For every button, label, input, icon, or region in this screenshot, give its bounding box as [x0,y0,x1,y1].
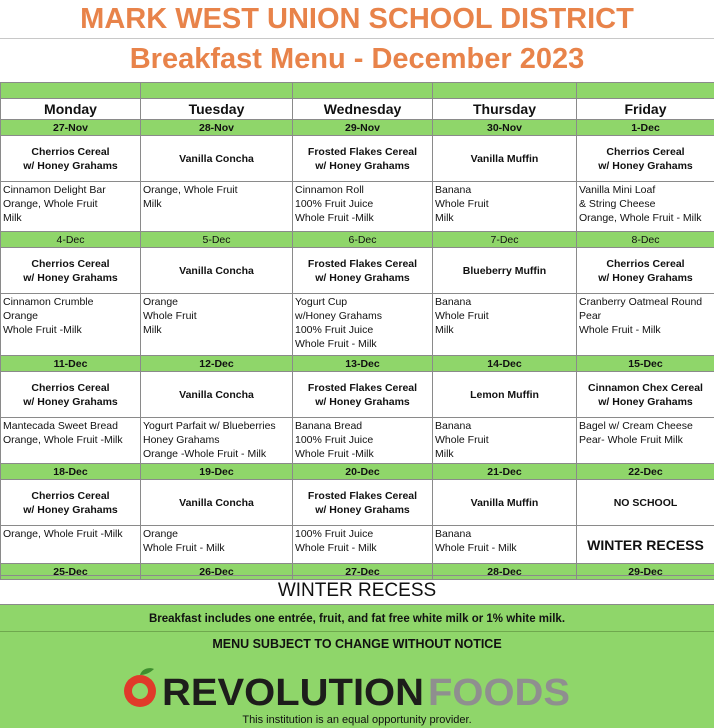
entree-line: Blueberry Muffin [462,264,547,277]
date-cell: 1-Dec [577,120,714,136]
entree-cell [577,480,714,526]
entree-cell [293,136,433,182]
side-line: Orange, Whole Fruit -Milk [3,528,123,540]
date-cell: 27-Nov [1,120,141,136]
entree-cell [293,372,433,418]
date-cell: 8-Dec [577,232,714,248]
sides-row [1,182,714,232]
menu-title: Breakfast Menu - December 2023 [129,43,585,75]
entree-cell [577,136,714,182]
date-row [1,464,714,480]
menu-calendar [0,82,714,580]
side-line: Whole Fruit -Milk [3,324,82,336]
entree-cell [1,372,141,418]
side-line: Bagel w/ Cream Cheese [579,420,693,432]
side-line: Whole Fruit [435,198,489,210]
date-cell: 6-Dec [293,232,433,248]
logo-word-revolution: REVOLUTION [162,672,424,711]
sides-cell [1,418,141,464]
date-cell: 14-Dec [433,356,577,372]
date-cell: 19-Dec [141,464,293,480]
sides-cell [577,526,714,564]
entree-line: Cherrios Cereal [606,145,685,158]
side-line: w/Honey Grahams [295,310,382,322]
day-wednesday: Wednesday [293,99,433,120]
entree-cell [433,248,577,294]
entree-cell [577,372,714,418]
sides-row [1,418,714,464]
revolution-foods-logo [118,665,578,711]
sides-cell [433,418,577,464]
side-line: Yogurt Cup [295,296,348,308]
entree-line: Cinnamon Chex Cereal [588,381,703,394]
side-line: Whole Fruit - Milk [295,338,377,350]
side-line: 100% Fruit Juice [295,434,374,446]
date-cell: 12-Dec [141,356,293,372]
entree-cell [293,248,433,294]
side-line: Cinnamon Roll [295,184,364,196]
date-cell: 20-Dec [293,464,433,480]
entree-cell [141,248,293,294]
date-cell: 28-Dec [433,564,577,580]
entree-line: Frosted Flakes Cereal [307,257,418,270]
entree-line: Frosted Flakes Cereal [307,381,418,394]
entree-cell [141,136,293,182]
date-cell: 13-Dec [293,356,433,372]
entree-line: Cherrios Cereal [31,489,110,502]
breakfast-note: Breakfast includes one entrée, fruit, and fat free white milk or 1% white milk. [148,613,566,625]
side-line: Honey Grahams [143,434,220,446]
date-cell: 18-Dec [1,464,141,480]
entree-line: Lemon Muffin [470,388,539,401]
side-line: Milk [435,324,454,336]
side-line: & String Cheese [579,198,656,210]
side-line: Whole Fruit - Milk [143,542,225,554]
date-cell: 5-Dec [141,232,293,248]
entree-line: w/ Honey Grahams [23,503,118,516]
logo-word-foods: FOODS [428,672,570,711]
side-line: Banana [435,528,472,540]
side-line: Yogurt Parfait w/ Blueberries [143,420,276,432]
side-line: Banana [435,420,472,432]
entree-cell [293,480,433,526]
side-line: Whole Fruit -Milk [295,448,374,460]
sides-cell [293,418,433,464]
side-line: Banana [435,296,472,308]
date-cell: 22-Dec [577,464,714,480]
side-line: Pear [579,310,602,322]
entree-cell [433,480,577,526]
sides-cell [293,294,433,356]
date-cell: 28-Nov [141,120,293,136]
side-line: Orange, Whole Fruit - Milk [579,212,702,224]
side-line: Whole Fruit [143,310,197,322]
entree-line: w/ Honey Grahams [23,159,118,172]
side-line: Orange [3,310,39,322]
sides-cell [141,294,293,356]
day-friday: Friday [577,99,714,120]
side-line: Milk [435,448,454,460]
entree-line: Cherrios Cereal [31,257,110,270]
sides-row [1,294,714,356]
side-line: Banana Bread [295,420,363,432]
sides-cell [433,182,577,232]
date-cell: 29-Nov [293,120,433,136]
sides-row [1,526,714,564]
entree-cell [1,136,141,182]
day-thursday: Thursday [433,99,577,120]
header-spacer-row [1,83,714,99]
side-line: Orange, Whole Fruit [143,184,238,196]
entree-line: w/ Honey Grahams [23,395,118,408]
date-cell: 7-Dec [433,232,577,248]
side-line: WINTER RECESS [587,537,704,553]
date-cell: 25-Dec [1,564,141,580]
entree-cell [141,372,293,418]
side-line: Banana [435,184,472,196]
date-cell: 21-Dec [433,464,577,480]
entree-line: Vanilla Concha [179,152,254,165]
sides-cell [1,294,141,356]
date-cell: 27-Dec [293,564,433,580]
side-line: Mantecada Sweet Bread [3,420,118,432]
entree-line: Vanilla Muffin [470,152,539,165]
entree-line: Frosted Flakes Cereal [307,145,418,158]
day-tuesday: Tuesday [141,99,293,120]
side-line: Pear- Whole Fruit Milk [579,434,683,446]
sides-cell [141,182,293,232]
entree-row [1,480,714,526]
date-cell: 11-Dec [1,356,141,372]
side-line: Milk [435,212,454,224]
footer [0,604,714,728]
entree-line: w/ Honey Grahams [598,271,693,284]
side-line: Whole Fruit -Milk [295,212,374,224]
entree-row [1,248,714,294]
side-line: 100% Fruit Juice [295,324,374,336]
date-cell: 30-Nov [433,120,577,136]
entree-line: w/ Honey Grahams [315,271,410,284]
winter-recess-banner: WINTER RECESS [0,575,714,604]
side-line: Orange, Whole Fruit [3,198,98,210]
entree-line: Vanilla Concha [179,496,254,509]
entree-line: w/ Honey Grahams [315,503,410,516]
equal-opportunity-note: This institution is an equal opportunity provider. [242,714,472,726]
side-line: Whole Fruit - Milk [435,542,517,554]
weekday-header-row [1,99,714,120]
district-title: MARK WEST UNION SCHOOL DISTRICT [80,3,634,35]
entree-cell [577,248,714,294]
entree-row [1,136,714,182]
side-line: Cranberry Oatmeal Round [579,296,703,308]
sides-cell [141,526,293,564]
footer-divider [0,631,714,632]
date-row [1,232,714,248]
sides-cell [1,526,141,564]
date-cell: 29-Dec [577,564,714,580]
sides-cell [577,294,714,356]
sides-cell [577,182,714,232]
date-row [1,356,714,372]
side-line: Milk [143,198,162,210]
entree-line: w/ Honey Grahams [598,159,693,172]
side-line: Whole Fruit - Milk [295,542,377,554]
change-notice: MENU SUBJECT TO CHANGE WITHOUT NOTICE [212,637,502,651]
side-line: Milk [143,324,162,336]
side-line: Milk [3,212,22,224]
entree-cell [1,248,141,294]
side-line: Vanilla Mini Loaf [579,184,656,196]
side-line: Orange [143,296,179,308]
date-cell: 26-Dec [141,564,293,580]
side-line: Orange -Whole Fruit - Milk [143,448,267,460]
entree-row [1,372,714,418]
entree-cell [1,480,141,526]
side-line: Whole Fruit [435,310,489,322]
sides-cell [293,182,433,232]
entree-line: Cherrios Cereal [606,257,685,270]
date-cell: 15-Dec [577,356,714,372]
side-line: Whole Fruit [435,434,489,446]
entree-line: w/ Honey Grahams [315,159,410,172]
sides-cell [433,526,577,564]
entree-line: Cherrios Cereal [31,381,110,394]
date-row [1,120,714,136]
entree-line: w/ Honey Grahams [315,395,410,408]
sides-cell [1,182,141,232]
entree-line: Vanilla Muffin [470,496,539,509]
entree-line: Vanilla Concha [179,388,254,401]
entree-line: w/ Honey Grahams [23,271,118,284]
entree-line: Frosted Flakes Cereal [307,489,418,502]
side-line: 100% Fruit Juice [295,198,374,210]
entree-cell [433,372,577,418]
sides-cell [577,418,714,464]
entree-line: NO SCHOOL [613,496,678,509]
entree-cell [433,136,577,182]
entree-line: Cherrios Cereal [31,145,110,158]
side-line: Whole Fruit - Milk [579,324,661,336]
side-line: Orange [143,528,179,540]
side-line: Orange, Whole Fruit -Milk [3,434,123,446]
entree-line: w/ Honey Grahams [598,395,693,408]
entree-cell [141,480,293,526]
date-cell: 4-Dec [1,232,141,248]
side-line: Cinnamon Delight Bar [3,184,106,196]
side-line: Cinnamon Crumble [3,296,94,308]
sides-cell [141,418,293,464]
side-line: 100% Fruit Juice [295,528,374,540]
day-monday: Monday [1,99,141,120]
entree-line: Vanilla Concha [179,264,254,277]
apple-icon [124,668,156,707]
sides-cell [433,294,577,356]
sides-cell [293,526,433,564]
